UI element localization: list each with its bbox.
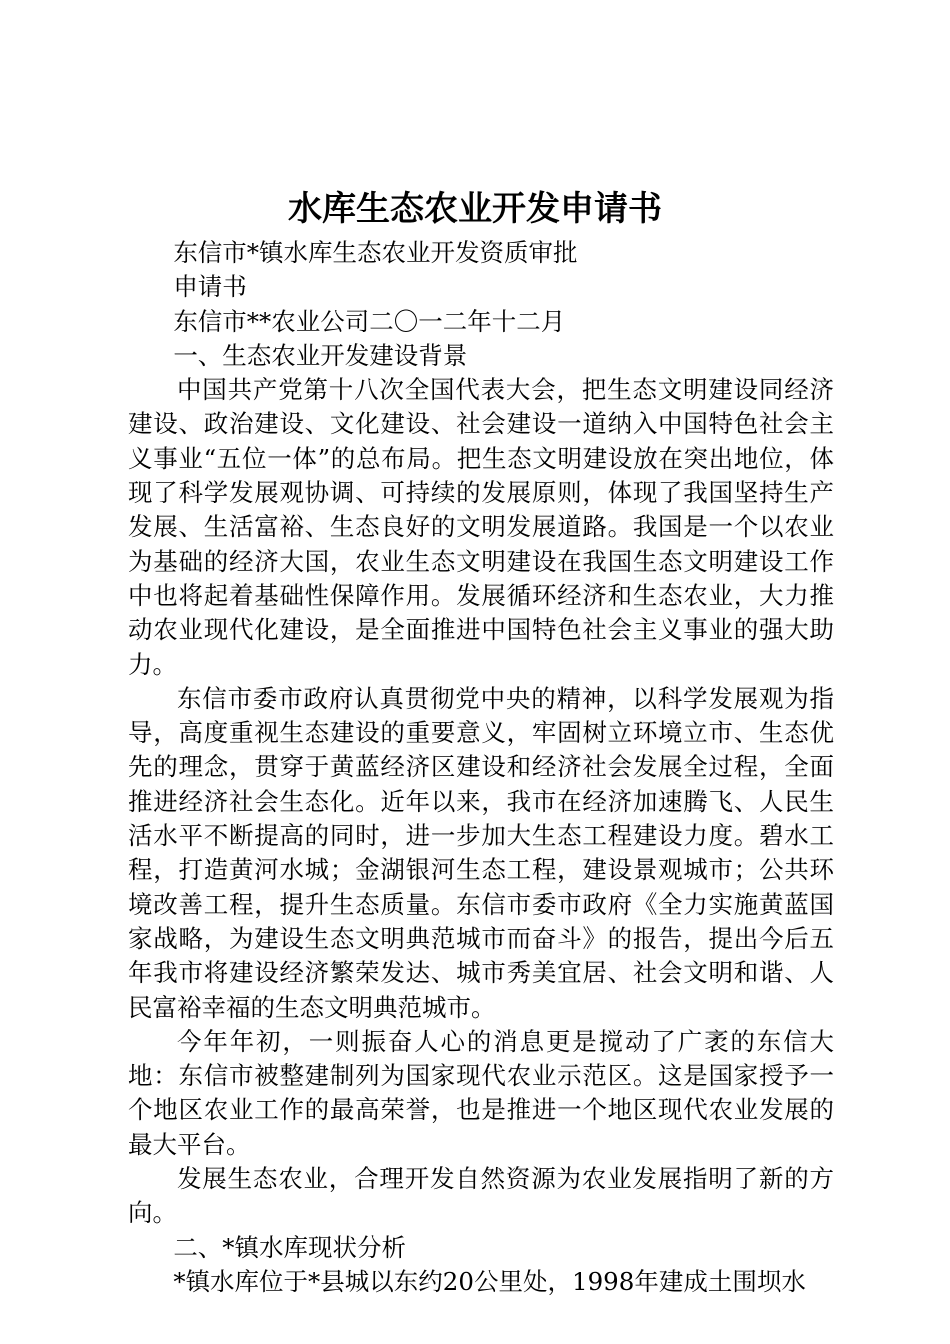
section-2-heading: 二、*镇水库现状分析 [173, 1232, 407, 1262]
section-1-heading: 一、生态农业开发建设背景 [173, 340, 468, 370]
document-title: 水库生态农业开发申请书 [288, 189, 662, 229]
issuer-date-line: 东信市**农业公司二〇一二年十二月 [173, 306, 566, 336]
subtitle-line-1: 东信市*镇水库生态农业开发资质审批 [173, 238, 578, 267]
paragraph-demo-zone: 今年年初，一则振奋人心的消息更是搅动了广袤的东信大地：东信市被整建制列为国家现代农业示范区。这是国家授予一个地区农业工作的最高荣誉，也是推进一个地区现代农业发展的最大平台。 [128, 1026, 834, 1159]
section-2-first-line: *镇水库位于*县城以东约20公里处，1998年建成土围坝水 [173, 1266, 806, 1296]
paragraph-city-policy: 东信市委市政府认真贯彻党中央的精神，以科学发展观为指导，高度重视生态建设的重要意义，牢固树立环境立市、生态优先的理念，贯穿于黄蓝经济区建设和经济社会发展全过程，全面推进经济社会生态化。近年以来，我市在经济加速腾飞、人民生活水平不断提高的同时，进一步加大生态工程建设力度。碧水工程，打造黄河水城；金湖银河生态工程，建设景观城市；公共环境改善工程，提升生态质量。东信市委市政府《全力实施黄蓝国家战略，为建设生态文明典范城市而奋斗》的报告，提出今后五年我市将建设经济繁荣发达、城市秀美宜居、社会文明和谐、人民富裕幸福的生态文明典范城市。 [128, 683, 834, 1022]
paragraph-background: 中国共产党第十八次全国代表大会，把生态文明建设同经济建设、政治建设、文化建设、社会建设一道纳入中国特色社会主义事业“五位一体”的总布局。把生态文明建设放在突出地位，体现了科学发展观协调、可持续的发展原则，体现了我国坚持生产发展、生活富裕、生态良好的文明发展道路。我国是一个以农业为基础的经济大国，农业生态文明建设在我国生态文明建设工作中也将起着基础性保障作用。发展循环经济和生态农业，大力推动农业现代化建设，是全面推进中国特色社会主义事业的强大助力。 [128, 375, 834, 679]
subtitle-line-2: 申请书 [173, 272, 247, 302]
paragraph-eco-agriculture: 发展生态农业，合理开发自然资源为农业发展指明了新的方向。 [128, 1164, 834, 1228]
document-body [128, 236, 834, 1299]
